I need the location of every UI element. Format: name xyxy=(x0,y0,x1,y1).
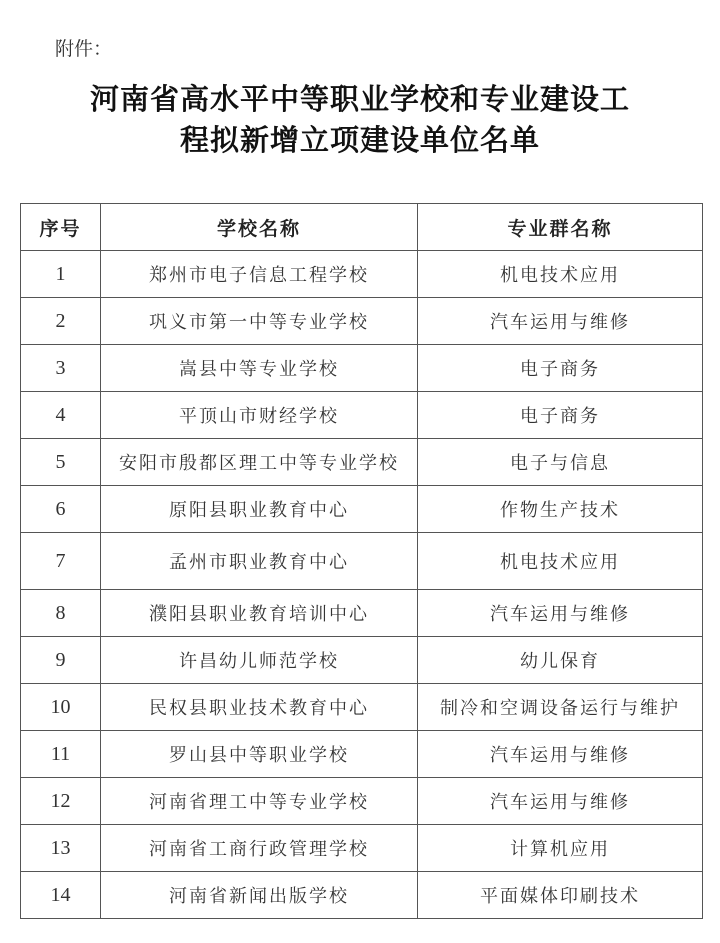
row-number: 5 xyxy=(21,439,101,486)
table-row xyxy=(21,731,703,778)
row-number: 10 xyxy=(21,684,101,731)
header-major: 专业群名称 xyxy=(418,204,703,251)
school-name: 孟州市职业教育中心 xyxy=(101,533,418,590)
major-group: 机电技术应用 xyxy=(418,533,703,590)
row-number: 6 xyxy=(21,486,101,533)
header-school: 学校名称 xyxy=(101,204,418,251)
major-group: 汽车运用与维修 xyxy=(418,590,703,637)
table-row xyxy=(21,637,703,684)
table-row xyxy=(21,778,703,825)
row-number: 8 xyxy=(21,590,101,637)
school-name: 平顶山市财经学校 xyxy=(101,392,418,439)
row-number: 9 xyxy=(21,637,101,684)
school-name: 安阳市殷都区理工中等专业学校 xyxy=(101,439,418,486)
school-name: 许昌幼儿师范学校 xyxy=(101,637,418,684)
table-row xyxy=(21,392,703,439)
table-row xyxy=(21,825,703,872)
major-group: 电子商务 xyxy=(418,345,703,392)
table-row xyxy=(21,590,703,637)
major-group: 作物生产技术 xyxy=(418,486,703,533)
major-group: 制冷和空调设备运行与维护 xyxy=(418,684,703,731)
school-name: 嵩县中等专业学校 xyxy=(101,345,418,392)
row-number: 4 xyxy=(21,392,101,439)
major-group: 汽车运用与维修 xyxy=(418,778,703,825)
school-name: 民权县职业技术教育中心 xyxy=(101,684,418,731)
major-group: 电子商务 xyxy=(418,392,703,439)
school-list-table xyxy=(20,203,703,919)
row-number: 3 xyxy=(21,345,101,392)
table-row xyxy=(21,684,703,731)
row-number: 2 xyxy=(21,298,101,345)
row-number: 14 xyxy=(21,872,101,919)
school-name: 郑州市电子信息工程学校 xyxy=(101,251,418,298)
table-row xyxy=(21,439,703,486)
row-number: 12 xyxy=(21,778,101,825)
major-group: 电子与信息 xyxy=(418,439,703,486)
school-name: 原阳县职业教育中心 xyxy=(101,486,418,533)
major-group: 幼儿保育 xyxy=(418,637,703,684)
table-header-row xyxy=(21,204,703,251)
school-name: 罗山县中等职业学校 xyxy=(101,731,418,778)
major-group: 机电技术应用 xyxy=(418,251,703,298)
school-name: 河南省理工中等专业学校 xyxy=(101,778,418,825)
table-row xyxy=(21,486,703,533)
row-number: 1 xyxy=(21,251,101,298)
table-row xyxy=(21,872,703,919)
attachment-label: 附件： xyxy=(55,38,113,60)
major-group: 汽车运用与维修 xyxy=(418,298,703,345)
major-group: 平面媒体印刷技术 xyxy=(418,872,703,919)
table-row xyxy=(21,533,703,590)
table-row xyxy=(21,298,703,345)
table-row xyxy=(21,345,703,392)
row-number: 7 xyxy=(21,533,101,590)
row-number: 11 xyxy=(21,731,101,778)
page-title-line2: 程拟新增立项建设单位名单 xyxy=(179,123,540,157)
school-name: 河南省工商行政管理学校 xyxy=(101,825,418,872)
school-name: 濮阳县职业教育培训中心 xyxy=(101,590,418,637)
school-name: 河南省新闻出版学校 xyxy=(101,872,418,919)
school-name: 巩义市第一中等专业学校 xyxy=(101,298,418,345)
major-group: 计算机应用 xyxy=(418,825,703,872)
row-number: 13 xyxy=(21,825,101,872)
header-no: 序号 xyxy=(21,204,101,251)
page-title-line1: 河南省高水平中等职业学校和专业建设工 xyxy=(89,82,630,116)
table-row xyxy=(21,251,703,298)
major-group: 汽车运用与维修 xyxy=(418,731,703,778)
